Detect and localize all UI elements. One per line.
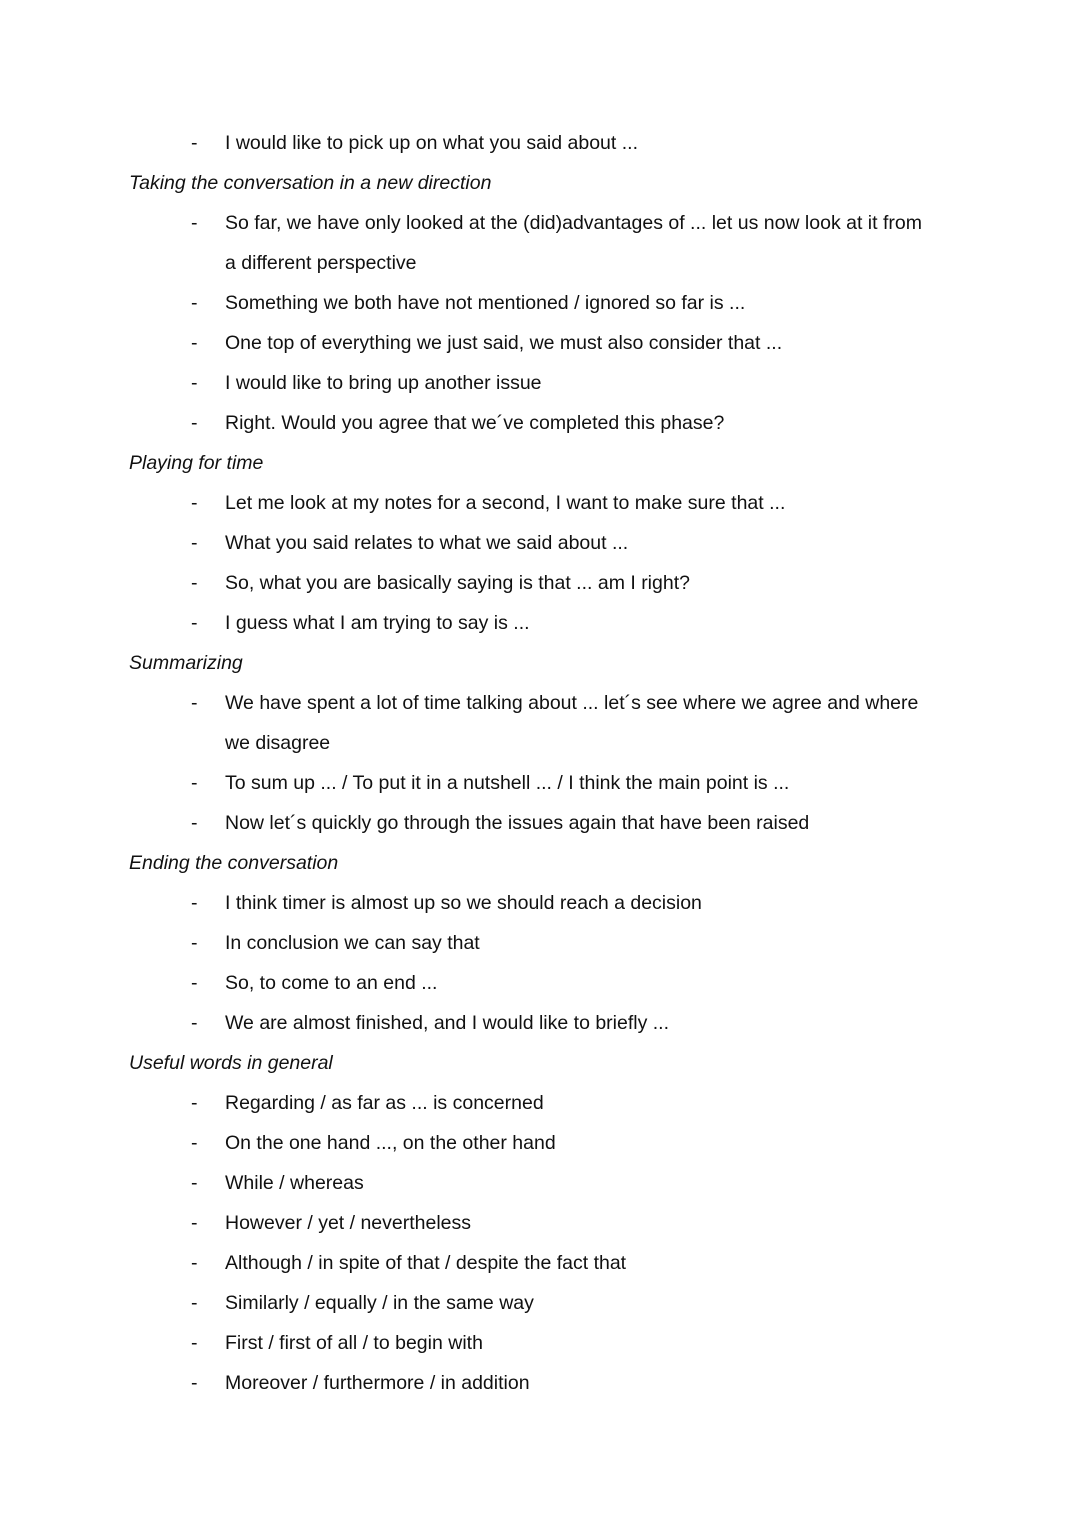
bullet-dash: -: [191, 892, 198, 914]
list-item: [0, 763, 1080, 803]
list-item-continuation: [0, 723, 1080, 763]
bullet-dash: -: [191, 692, 198, 714]
document-page: [0, 123, 1080, 1403]
list-item: [0, 1363, 1080, 1403]
list-item-text: However / yet / nevertheless: [225, 1212, 472, 1234]
list-item-continuation: [0, 243, 1080, 283]
list-item: [0, 323, 1080, 363]
list-item-text: I would like to bring up another issue: [225, 372, 542, 394]
list-item-text: We are almost finished, and I would like to briefly ...: [225, 1012, 670, 1034]
list-item: [0, 883, 1080, 923]
list-item-text: In conclusion we can say that: [225, 932, 480, 954]
bullet-dash: -: [191, 1172, 198, 1194]
list-item: [0, 1083, 1080, 1123]
bullet-dash: -: [191, 1292, 198, 1314]
list-item: [0, 603, 1080, 643]
list-item-text: Moreover / furthermore / in addition: [225, 1372, 530, 1394]
bullet-dash: -: [191, 932, 198, 954]
list-item: [0, 283, 1080, 323]
list-item-text: So, what you are basically saying is that ... am I right?: [225, 572, 690, 594]
bullet-dash: -: [191, 1332, 198, 1354]
list-item-text: One top of everything we just said, we must also consider that ...: [225, 332, 783, 354]
list-item-text: Right. Would you agree that we´ve completed this phase?: [225, 412, 725, 434]
list-item: [0, 483, 1080, 523]
list-item: [0, 363, 1080, 403]
list-item-text: a different perspective: [225, 252, 417, 274]
list-item: [0, 923, 1080, 963]
list-item: [0, 1243, 1080, 1283]
list-item-text: Regarding / as far as ... is concerned: [225, 1092, 544, 1114]
list-item: [0, 403, 1080, 443]
bullet-dash: -: [191, 412, 198, 434]
list-item: [0, 1203, 1080, 1243]
bullet-dash: -: [191, 1372, 198, 1394]
list-item-text: What you said relates to what we said about ...: [225, 532, 629, 554]
list-item: [0, 563, 1080, 603]
bullet-dash: -: [191, 1132, 198, 1154]
list-item: [0, 963, 1080, 1003]
list-item-text: On the one hand ..., on the other hand: [225, 1132, 556, 1154]
list-item-text: Similarly / equally / in the same way: [225, 1292, 534, 1314]
bullet-dash: -: [191, 1092, 198, 1114]
bullet-dash: -: [191, 212, 198, 234]
list-item-text: I would like to pick up on what you said about ...: [225, 132, 638, 154]
section-heading: Taking the conversation in a new direction: [129, 172, 492, 194]
bullet-dash: -: [191, 372, 198, 394]
list-item-text: While / whereas: [225, 1172, 364, 1194]
list-item: [0, 803, 1080, 843]
list-item-text: I think timer is almost up so we should reach a decision: [225, 892, 702, 914]
list-item: [0, 1163, 1080, 1203]
bullet-dash: -: [191, 532, 198, 554]
list-item-text: So, to come to an end ...: [225, 972, 438, 994]
list-item-text: First / first of all / to begin with: [225, 1332, 483, 1354]
list-item-text: We have spent a lot of time talking about ... let´s see where we agree and where: [225, 692, 919, 714]
list-item: [0, 523, 1080, 563]
list-item-text: Although / in spite of that / despite the fact that: [225, 1252, 627, 1274]
section-heading: Ending the conversation: [129, 852, 339, 874]
list-item: [0, 683, 1080, 723]
section-heading: Summarizing: [129, 652, 243, 674]
bullet-dash: -: [191, 572, 198, 594]
bullet-dash: -: [191, 292, 198, 314]
list-item: [0, 1323, 1080, 1363]
list-item-text: To sum up ... / To put it in a nutshell ... / I think the main point is ...: [225, 772, 790, 794]
bullet-dash: -: [191, 772, 198, 794]
list-item-text: Let me look at my notes for a second, I want to make sure that ...: [225, 492, 786, 514]
list-item-text: we disagree: [225, 732, 331, 754]
list-item: [0, 123, 1080, 163]
list-item-text: So far, we have only looked at the (did)advantages of ... let us now look at it from: [225, 212, 922, 234]
list-item-text: I guess what I am trying to say is ...: [225, 612, 530, 634]
bullet-dash: -: [191, 1212, 198, 1234]
list-item: [0, 1123, 1080, 1163]
section-heading: Playing for time: [129, 452, 264, 474]
bullet-dash: -: [191, 132, 198, 154]
bullet-dash: -: [191, 492, 198, 514]
list-item: [0, 1283, 1080, 1323]
list-item: [0, 1003, 1080, 1043]
bullet-dash: -: [191, 812, 198, 834]
bullet-dash: -: [191, 1252, 198, 1274]
list-item-text: Now let´s quickly go through the issues again that have been raised: [225, 812, 810, 834]
list-item-text: Something we both have not mentioned / ignored so far is ...: [225, 292, 746, 314]
list-item: [0, 203, 1080, 243]
section-heading: Useful words in general: [129, 1052, 333, 1074]
bullet-dash: -: [191, 332, 198, 354]
bullet-dash: -: [191, 612, 198, 634]
bullet-dash: -: [191, 972, 198, 994]
bullet-dash: -: [191, 1012, 198, 1034]
